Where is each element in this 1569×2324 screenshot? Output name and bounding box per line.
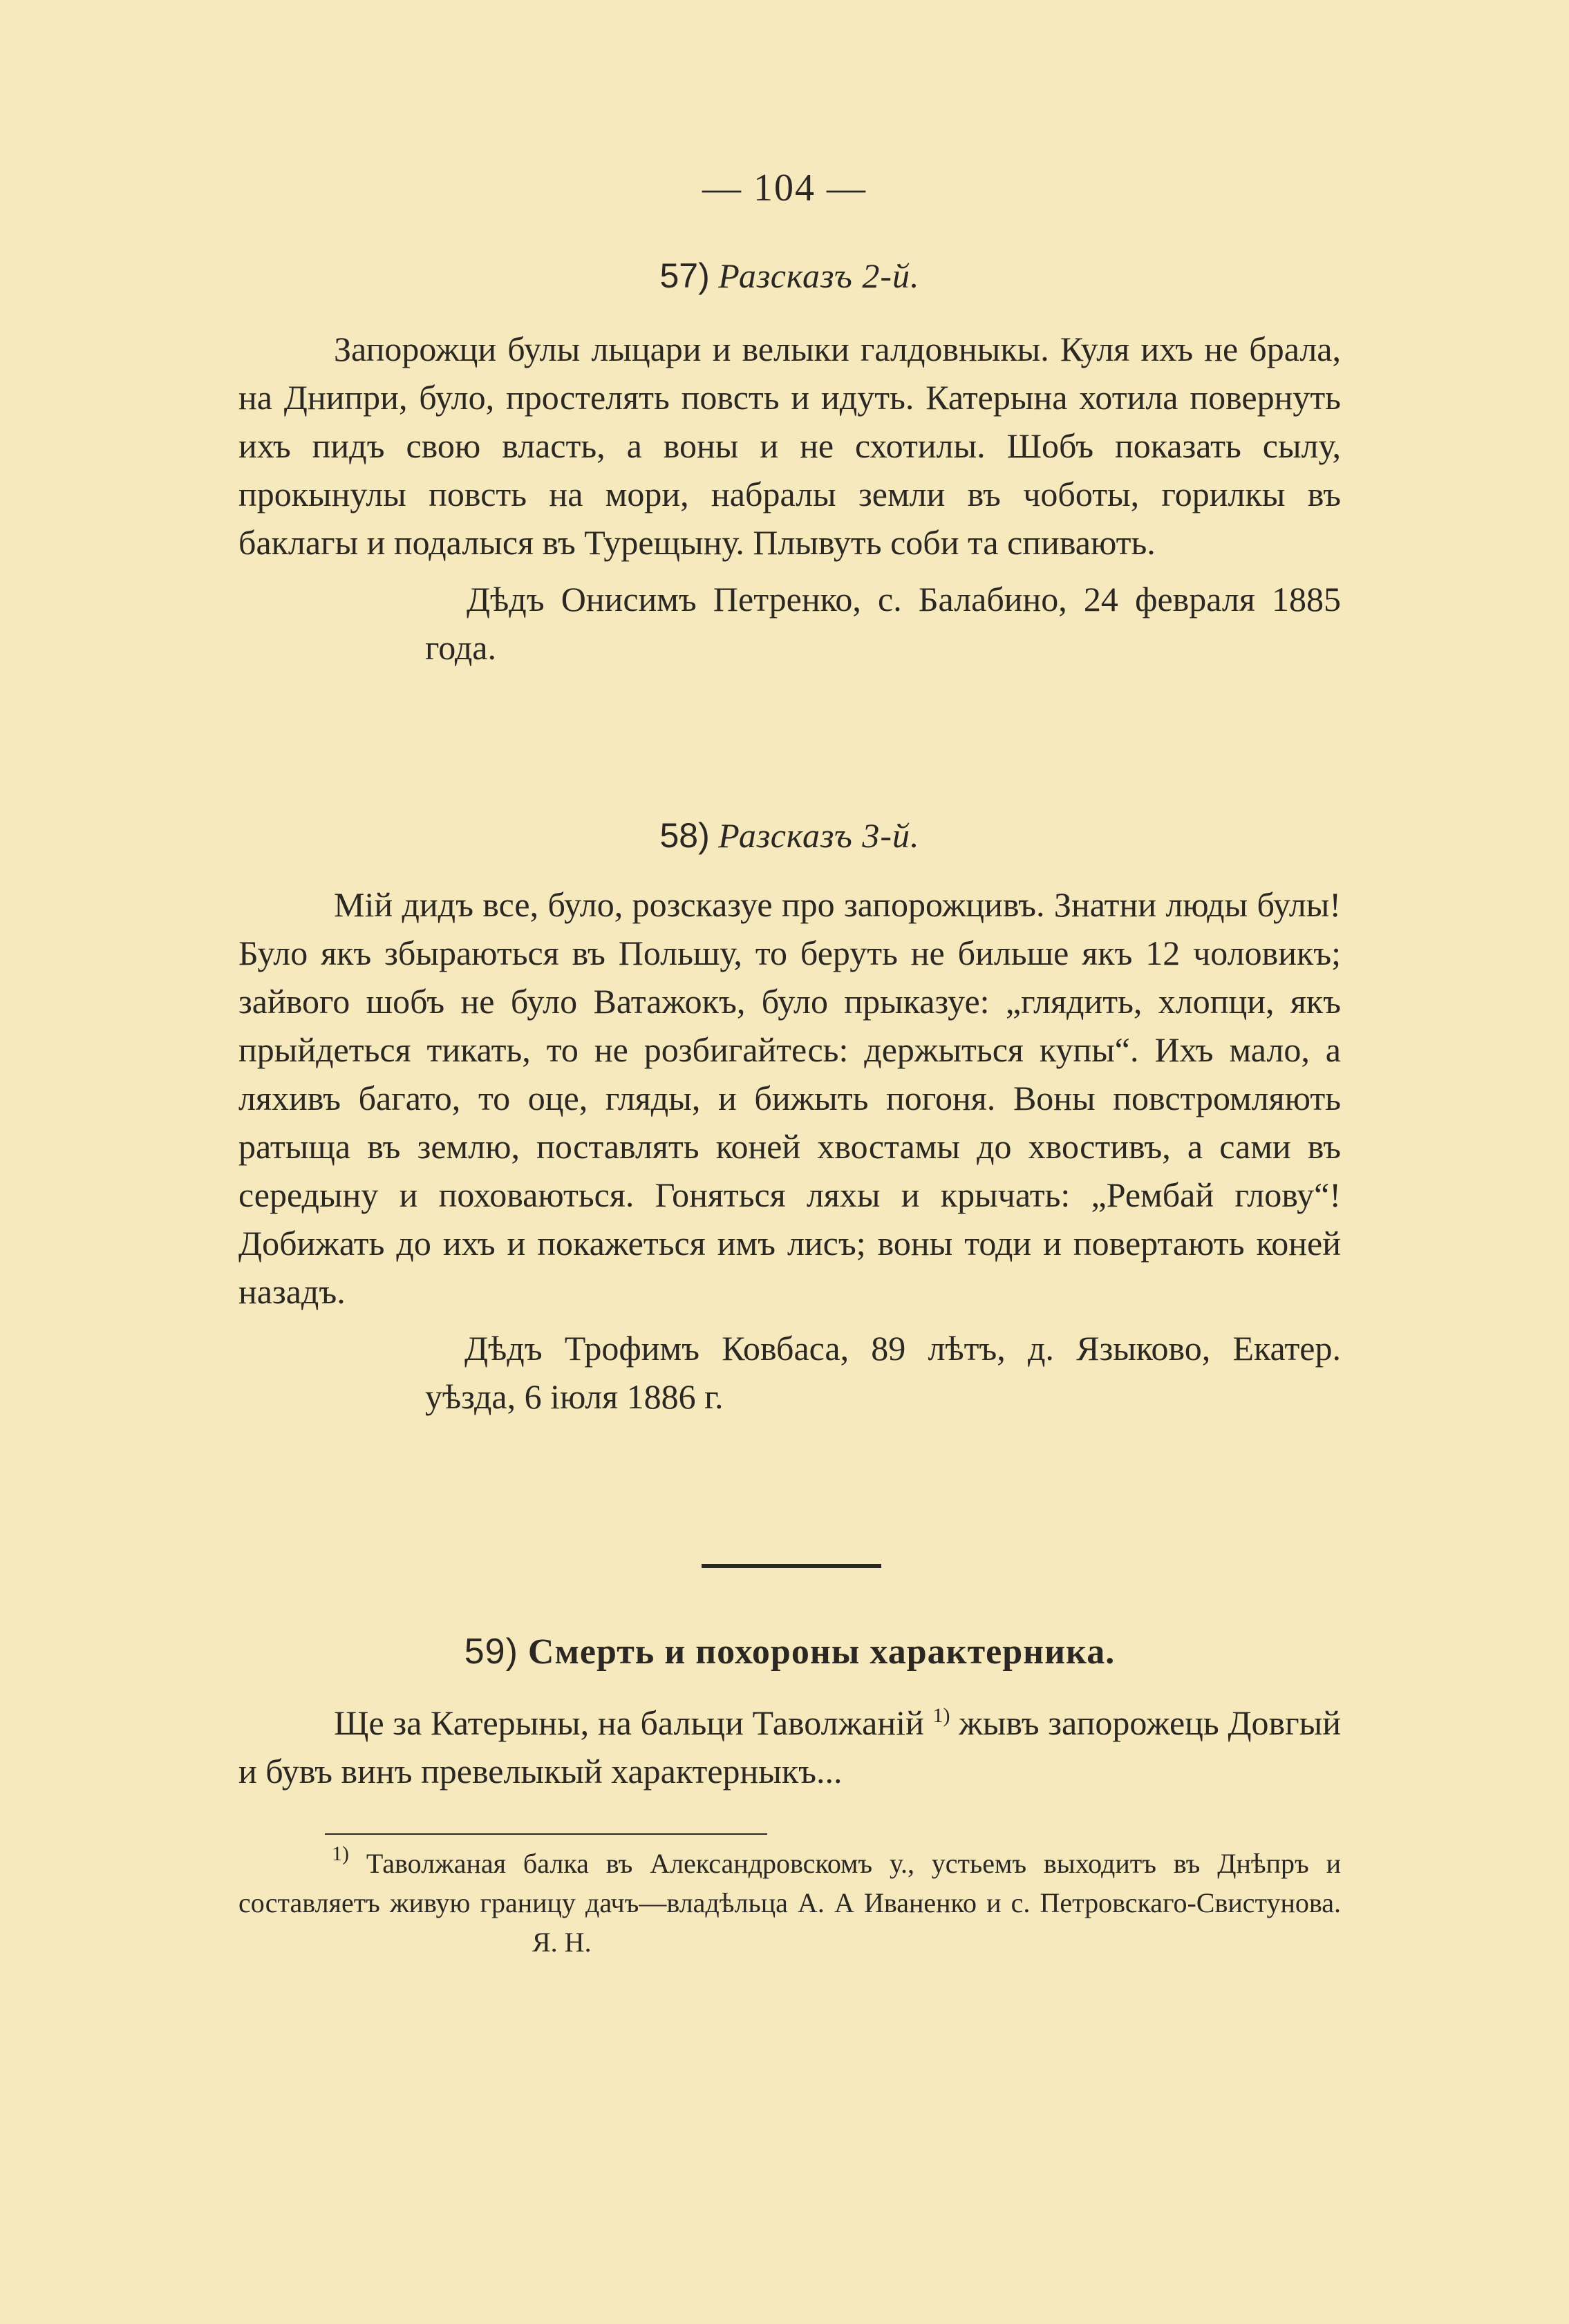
footnote-signature: Я. Н. bbox=[532, 1927, 592, 1958]
story-57-text: Запорожци булы лыцари и велыки галдовныкы. Куля ихъ не брала, на Днипри, було, простелять повсть и идуть. Катерына хотила повернуть ихъ пидъ свою власть, а воны и не схотилы. Шобъ показать сылу, прокынулы повсть на мори, набралы земли въ чоботы, горилкы въ баклагы и подалыся въ Турещыну. Плывуть соби та спивають. bbox=[238, 330, 1341, 562]
footnote-rule bbox=[325, 1833, 767, 1835]
footnote-marker: 1) bbox=[332, 1842, 349, 1865]
story-59-heading bbox=[238, 1631, 1341, 1672]
story-57-title: Разсказъ 2-й. bbox=[718, 256, 920, 295]
story-57-heading bbox=[238, 256, 1341, 296]
footnote bbox=[238, 1844, 1341, 1962]
story-57-source: Дѣдъ Онисимъ Петренко, с. Балабино, 24 февраля 1885 года. bbox=[425, 580, 1341, 667]
story-58-title: Разсказъ 3-й. bbox=[718, 816, 920, 855]
story-59-number: 59) bbox=[464, 1632, 518, 1672]
story-58-number: 58) bbox=[659, 816, 710, 855]
story-58-source: Дѣдъ Трофимъ Ковбаса, 89 лѣтъ, д. Языково, Екатер. уѣзда, 6 іюля 1886 г. bbox=[425, 1329, 1341, 1416]
story-59-text bbox=[238, 1699, 1341, 1795]
footnote-body: Таволжаная балка въ Александровскомъ у., устьемъ выходитъ въ Днѣпръ и составляетъ живую границу дачъ—владѣльца А. А Иваненко и с. Петровскаго-Свистунова. bbox=[238, 1848, 1341, 1918]
footnote-text bbox=[238, 1844, 1341, 1962]
story-59-text-start: Ще за Катерыны, на бальци Таволжаній bbox=[334, 1703, 924, 1742]
footnote-reference: 1) bbox=[932, 1704, 950, 1727]
story-59-text-end: жывъ запорожець Довгый и бувъ винъ превелыкый характерныкъ... bbox=[238, 1703, 1342, 1791]
story-58-heading bbox=[238, 815, 1341, 856]
story-59 bbox=[238, 1631, 1341, 1795]
story-59-title: Смерть и похороны характерника. bbox=[527, 1632, 1116, 1672]
story-58 bbox=[238, 815, 1341, 1421]
story-57-number: 57) bbox=[659, 256, 710, 295]
story-58-text: Мій дидъ все, було, розсказуе про запорожцивъ. Знатни люды булы! Було якъ збыраються въ Польшу, то беруть не бильше якъ 12 чоловикъ; зайвого шобъ не було Ватажокъ, було прыказуе: „глядить, хлопци, якъ прыйдеться тикать, то не розбигайтесь: держыться купы“. Ихъ мало, а ляхивъ багато, то оце, гляды, и бижыть погоня. Воны повстромляють ратыща въ землю, поставлять коней хвостамы до хвостивъ, а сами въ середыну и поховаються. Гоняться ляхы и крычать: „Рембай глову“! Добижать до ихъ и покажеться имъ лисъ; воны тоди и повертають коней назадъ. bbox=[238, 885, 1341, 1311]
section-divider bbox=[702, 1564, 881, 1568]
page-number: — 104 — bbox=[702, 167, 867, 209]
story-57 bbox=[238, 256, 1341, 672]
